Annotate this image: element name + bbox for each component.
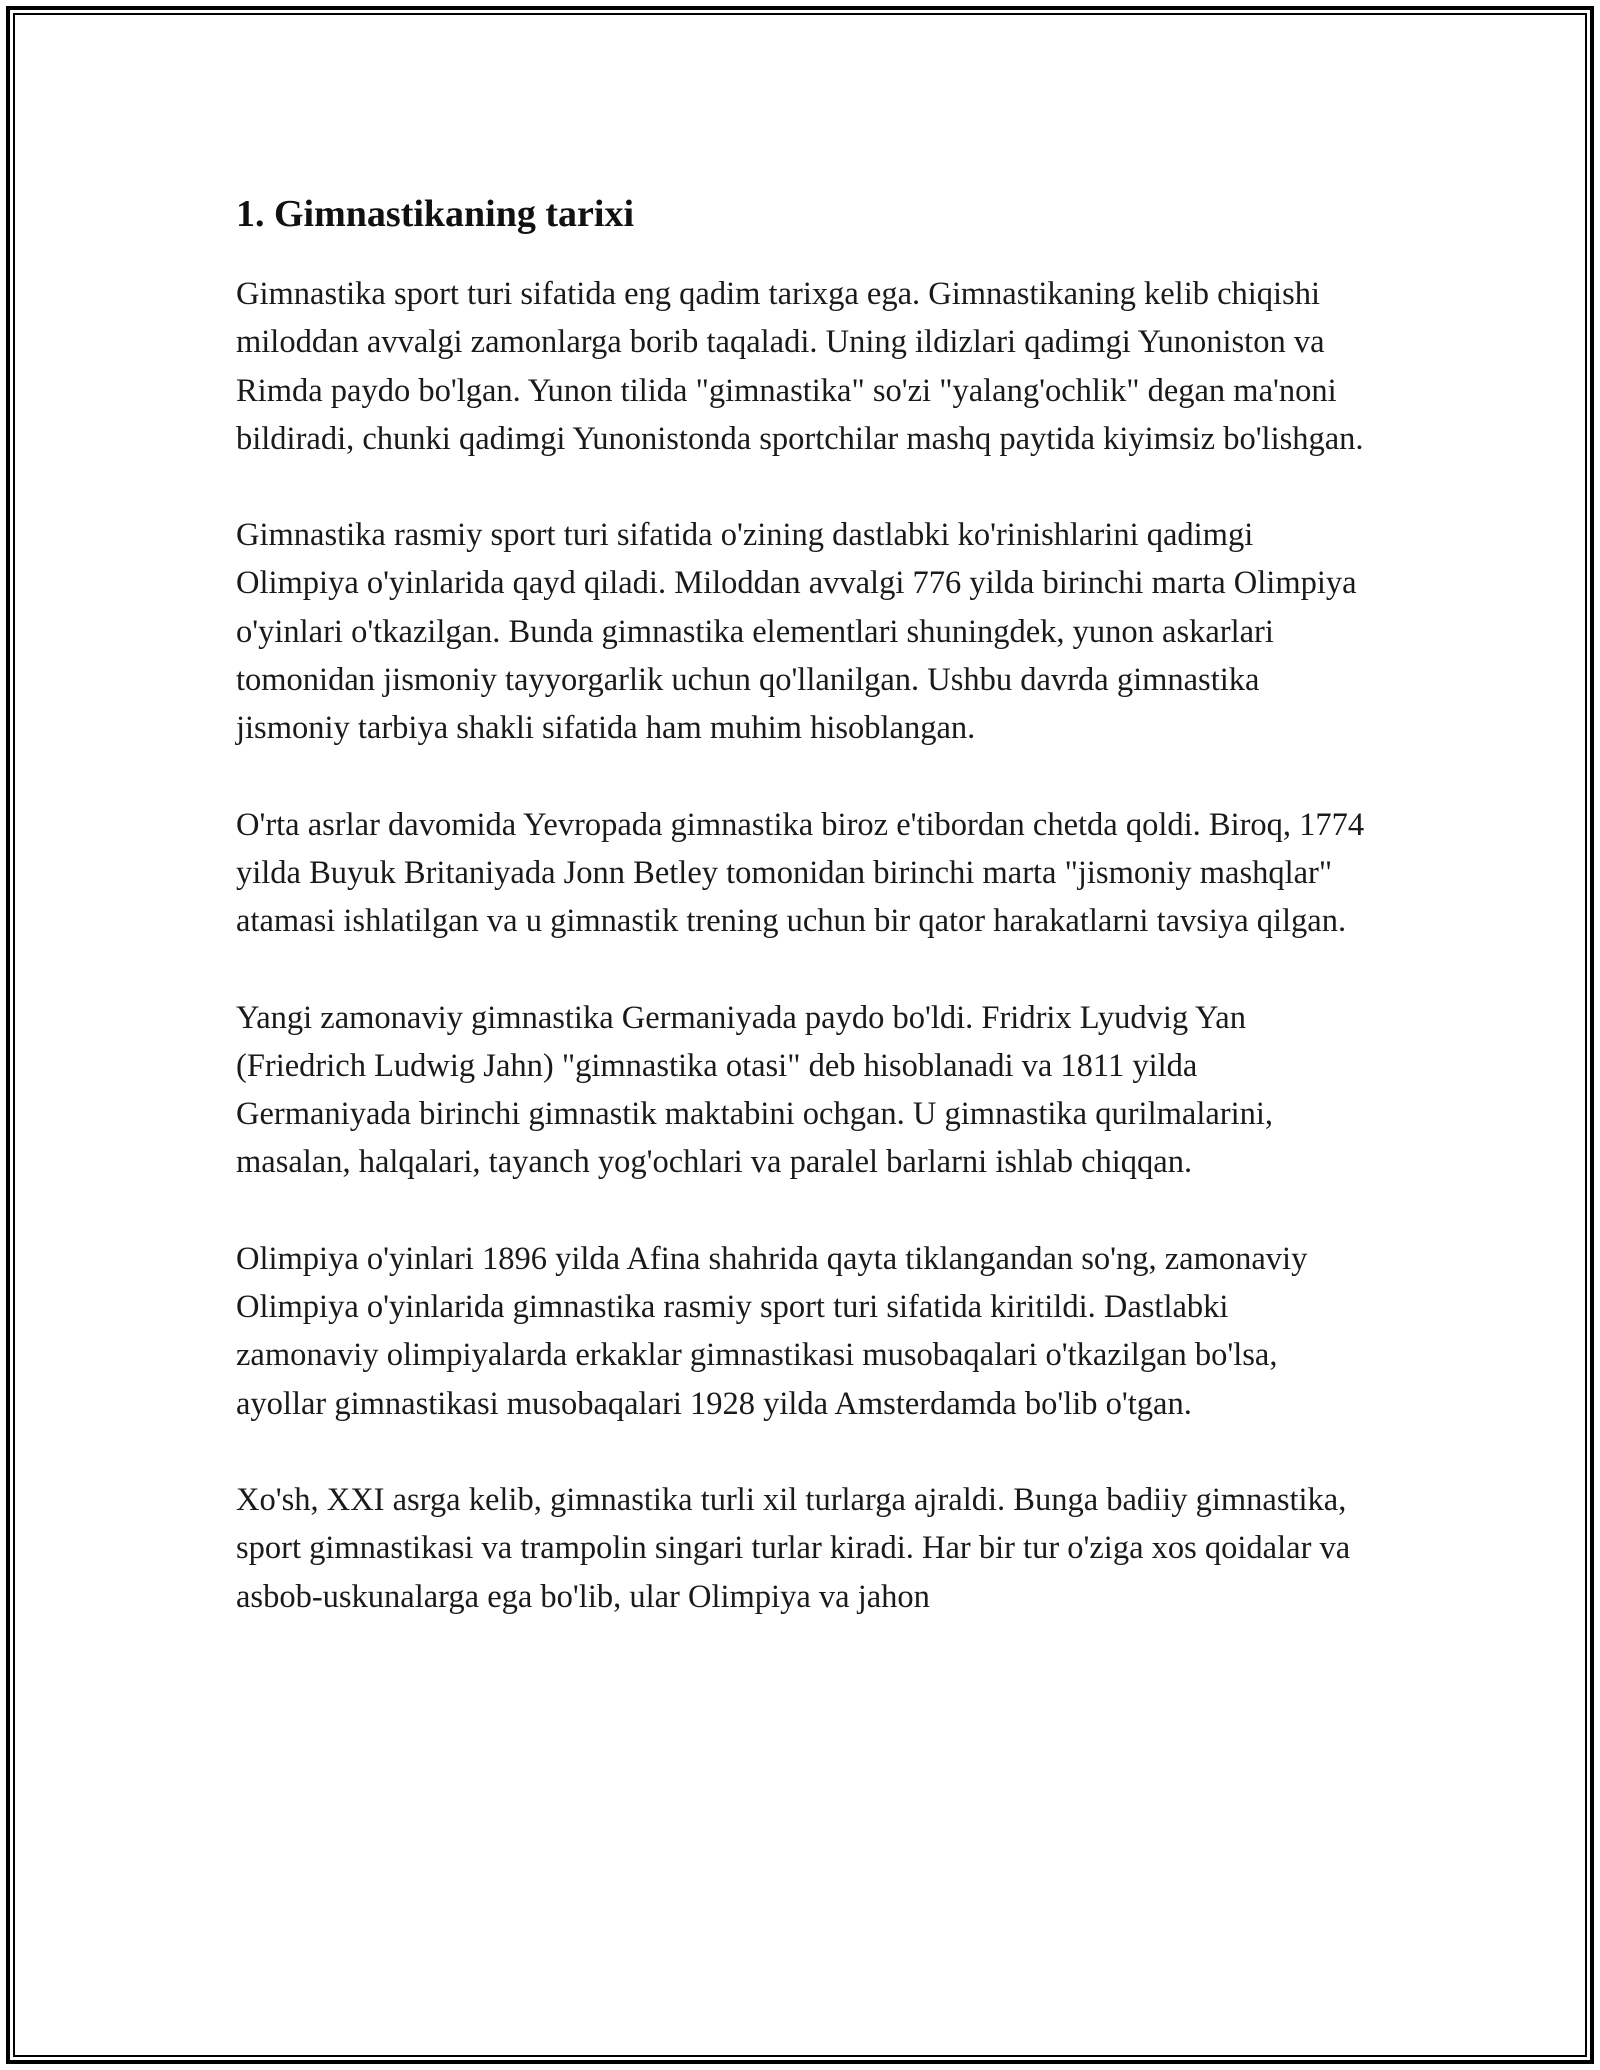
section-title: 1. Gimnastikaning tarixi bbox=[236, 193, 634, 235]
paragraph-1: Gimnastika sport turi sifatida eng qadim tarixga ega. Gimnastikaning kelib chiqishi miloddan avvalgi zamonlarga borib taqaladi. Uning ildizlari qadimgi Yunoniston va Rimda paydo bo'lgan. Yunon tilida "gimnastika" so'zi "yalang'ochlik" degan ma'noni bildiradi, chunki qadimgi Yunonistonda sportchilar mashq paytida kiyimsiz bo'lishgan. bbox=[236, 276, 1364, 457]
paragraph-3: O'rta asrlar davomida Yevropada gimnastika biroz e'tibordan chetda qoldi. Biroq, 1774 yilda Buyuk Britaniyada Jonn Betley tomonidan birinchi marta "jismoniy mashqlar" atamasi ishlatilgan va u gimnastik trening uchun bir qator harakatlarni tavsiya qilgan. bbox=[236, 806, 1365, 940]
paragraph-5: Olimpiya o'yinlari 1896 yilda Afina shahrida qayta tiklangandan so'ng, zamonaviy Olimpiya o'yinlarida gimnastika rasmiy sport turi sifatida kiritildi. Dastlabki zamonaviy olimpiyalarda erkaklar gimnastikasi musobaqalari o'tkazilgan bo'lsa, ayollar gimnastikasi musobaqalari 1928 yilda Amsterdamda bo'lib o'tgan. bbox=[236, 1240, 1308, 1422]
document-body bbox=[236, 188, 1366, 1669]
paragraph-6: Xo'sh, XXI asrga kelib, gimnastika turli xil turlarga ajraldi. Bunga badiiy gimnastika, sport gimnastikasi va trampolin singari turlar kiradi. Har bir tur o'ziga xos qoidalar va asbob-uskunalarga ega bo'lib, ular Olimpiya va jahon bbox=[236, 1481, 1351, 1615]
paragraph-4: Yangi zamonaviy gimnastika Germaniyada paydo bo'ldi. Fridrix Lyudvig Yan (Friedrich Ludwig Jahn) "gimnastika otasi" deb hisoblanadi va 1811 yilda Germaniyada birinchi gimnastik maktabini ochgan. U gimnastika qurilmalarini, masalan, halqalari, tayanch yog'ochlari va paralel barlarni ishlab chiqqan. bbox=[236, 999, 1274, 1181]
paragraph-2: Gimnastika rasmiy sport turi sifatida o'zining dastlabki ko'rinishlarini qadimgi Olimpiya o'yinlarida qayd qiladi. Miloddan avvalgi 776 yilda birinchi marta Olimpiya o'yinlari o'tkazilgan. Bunda gimnastika elementlari shuningdek, yunon askarlari tomonidan jismoniy tayyorgarlik uchun qo'llanilgan. Ushbu davrda gimnastika jismoniy tarbiya shakli sifatida ham muhim hisoblangan. bbox=[236, 517, 1357, 747]
